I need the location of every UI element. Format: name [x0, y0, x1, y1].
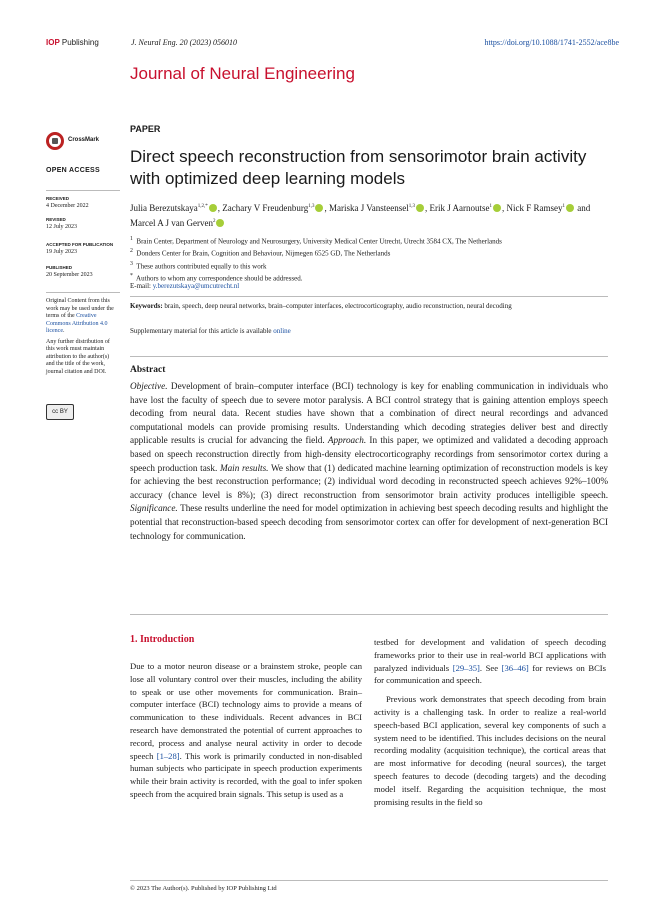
- creative-commons-icon[interactable]: cc BY: [46, 404, 74, 420]
- author-name[interactable]: Zachary V Freudenburg: [222, 203, 309, 213]
- orcid-icon[interactable]: [566, 204, 574, 212]
- citation-link[interactable]: [29–35]: [452, 662, 480, 673]
- footer-divider: [130, 880, 608, 881]
- sidebar-divider: [46, 190, 120, 191]
- crossmark-badge[interactable]: [46, 130, 116, 152]
- orcid-icon[interactable]: [315, 204, 323, 212]
- intro-paragraph: Due to a motor neuron disease or a brainstem stroke, people can lose all voluntary control over their muscles, including the ability to speak or use other movements for communication. Brain–computer interface (BCI) technology aims to provide a means of communication to these individuals. Recent advances in BCI research have demonstrated the potential of current approaches to record, process and analyse neural activity in order to decode speech [1–28]. This work is primarily conducted in non-disabled human subjects who participate in speech production experiments while their brain activity is recorded, with the goal to infer spoken speech from the acquired brain signals. This setup is used as a: [130, 661, 362, 799]
- orcid-icon[interactable]: [493, 204, 501, 212]
- license-paragraph-2: Any further distribution of this work must maintain attribution to the author(s) and the title of the work, journal citation and DOI.: [46, 338, 110, 375]
- citation-link[interactable]: [36–46]: [501, 662, 529, 673]
- author-list: Julia Berezutskaya$^{1,2,*}$ , Zachary V Freudenburg$^{1,3}$ , Mariska J Vansteensel$^{1,3}$ , Erik J Aarnoutse$^1$ , Nick F Ramsey$^1$ and Marcel A J van Gerven$^2$: [130, 203, 591, 228]
- abstract-divider: [130, 356, 608, 357]
- history-date-revised: 12 July 2023: [46, 224, 78, 230]
- keywords: Keywords: brain, speech, deep neural networks, brain–computer interfaces, electrocorticography, audio reconstruction, neural decoding: [130, 302, 512, 310]
- citation-link[interactable]: [1–28]: [156, 750, 180, 761]
- history-label-received: RECEIVED: [46, 196, 70, 201]
- article-type: PAPER: [130, 124, 161, 134]
- history-label-accepted: ACCEPTED FOR PUBLICATION: [46, 242, 114, 247]
- intro-paragraph: Previous work demonstrates that speech decoding from brain activity is a challenging task. In order to realize a real-world speech-based BCI application, several key components of such a system need to be identified. This includes decisions on the neural recording modality (acquisition technique), the cortical areas that are most informative for decoding (neural sources), the target speech features to decode (decoding targets) and the decoding model itself. Regarding the acquisition technique, the most promising results in the field so: [374, 694, 606, 807]
- license-paragraph-1: Original Content from this work may be used under the terms of the Creative Commons Attribution 4.0 licence.: [46, 298, 114, 334]
- author-name[interactable]: Mariska J Vansteensel: [328, 203, 409, 213]
- history-date-accepted: 19 July 2023: [46, 249, 78, 255]
- publisher-logo-iop: IOP: [46, 38, 60, 47]
- intro-column-right: [374, 636, 606, 808]
- intro-paragraph: testbed for development and validation of speech decoding frameworks prior to their use in real-world BCI applications with paralyzed individuals [29–35]. See [36–46] for reviews on BCIs for communication and speech.: [374, 637, 607, 686]
- abstract-end-divider: [130, 614, 608, 615]
- journal-title: Journal of Neural Engineering: [130, 64, 355, 83]
- history-label-revised: REVISED: [46, 217, 66, 222]
- history-date-received: 4 December 2022: [46, 203, 89, 209]
- author-name[interactable]: Marcel A J van Gerven: [130, 218, 213, 228]
- orcid-icon[interactable]: [216, 219, 224, 227]
- license-link[interactable]: Creative Commons Attribution 4.0 licence: [46, 313, 108, 334]
- email-link[interactable]: y.berezutskaya@umcutrecht.nl: [152, 282, 240, 290]
- abstract-body: Objective. Development of brain–computer interface (BCI) technology is key for enabling communication in individuals who have lost the faculty of speech due to severe motor paralysis. A BCI control strategy that is gaining attention employs speech decoding from neural data. Recent studies have shown that a combination of direct neural recordings and advanced computational models can provide promising results. Understanding which decoding strategies deliver best and directly applicable results is crucial for advancing the field. Approach. In this paper, we optimized and validated a decoding approach based on speech reconstruction directly from high-density electrocorticography recordings from sensorimotor cortex during a speech production task. Main results. We show that (1) dedicated machine learning optimization of reconstruction models is key for achieving the best reconstruction performance; (2) individual word decoding in reconstructed speech achieves 92%–100% accuracy (chance level is 8%); (3) direct reconstruction from sensorimotor brain activity produces intelligible speech. Significance. These results underline the need for model optimization in achieving best speech decoding results and highlight the potential that reconstruction-based speech decoding from sensorimotor cortex can offer for development of next-generation BCI technology for communication.: [130, 381, 608, 541]
- section-heading-introduction: 1. Introduction: [130, 634, 195, 645]
- journal-reference: J. Neural Eng. 20 (2023) 056010: [131, 38, 237, 47]
- history-date-published: 20 September 2023: [46, 272, 93, 278]
- publisher-logo: [46, 38, 99, 47]
- copyright-footer: © 2023 The Author(s). Published by IOP Publishing Ltd: [130, 885, 277, 892]
- keywords-divider: [130, 296, 608, 297]
- crossmark-icon: [46, 132, 64, 150]
- license-notice: [46, 298, 118, 379]
- sidebar-divider-2: [46, 292, 120, 293]
- orcid-icon[interactable]: [416, 204, 424, 212]
- correspondence-email: E-mail: y.berezutskaya@umcutrecht.nl: [130, 282, 240, 290]
- abstract-heading: Abstract: [130, 365, 166, 375]
- doi-link[interactable]: https://doi.org/10.1088/1741-2552/ace8be: [484, 38, 619, 47]
- supplementary-link[interactable]: online: [273, 327, 291, 335]
- affiliation-row: $^2$ Donders Center for Brain, Cognition and Behaviour, Nijmegen 6525 GD, The Netherlands: [130, 248, 391, 258]
- article-title: Direct speech reconstruction from sensorimotor brain activity with optimized deep learning models: [130, 147, 587, 188]
- affiliation-row: $^3$ These authors contributed equally to this work: [130, 260, 267, 270]
- crossmark-label: CrossMark: [68, 137, 100, 143]
- affiliations: [130, 234, 620, 283]
- supplementary-note: Supplementary material for this article is available online: [130, 327, 291, 335]
- affiliation-row: $^1$ Brain Center, Department of Neurology and Neurosurgery, University Medical Center Utrecht, Utrecht 3584 CX, The Netherlands: [130, 236, 502, 246]
- orcid-icon[interactable]: [209, 204, 217, 212]
- author-name[interactable]: Julia Berezutskaya: [130, 203, 198, 213]
- open-access-label: OPEN ACCESS: [46, 167, 100, 174]
- intro-column-left: [130, 660, 362, 801]
- affiliation-row: * Authors to whom any correspondence should be addressed.: [130, 272, 303, 283]
- history-label-published: PUBLISHED: [46, 265, 73, 270]
- publisher-logo-text: Publishing: [61, 38, 99, 47]
- author-name[interactable]: Erik J Aarnoutse: [429, 203, 490, 213]
- author-name[interactable]: Nick F Ramsey: [506, 203, 563, 213]
